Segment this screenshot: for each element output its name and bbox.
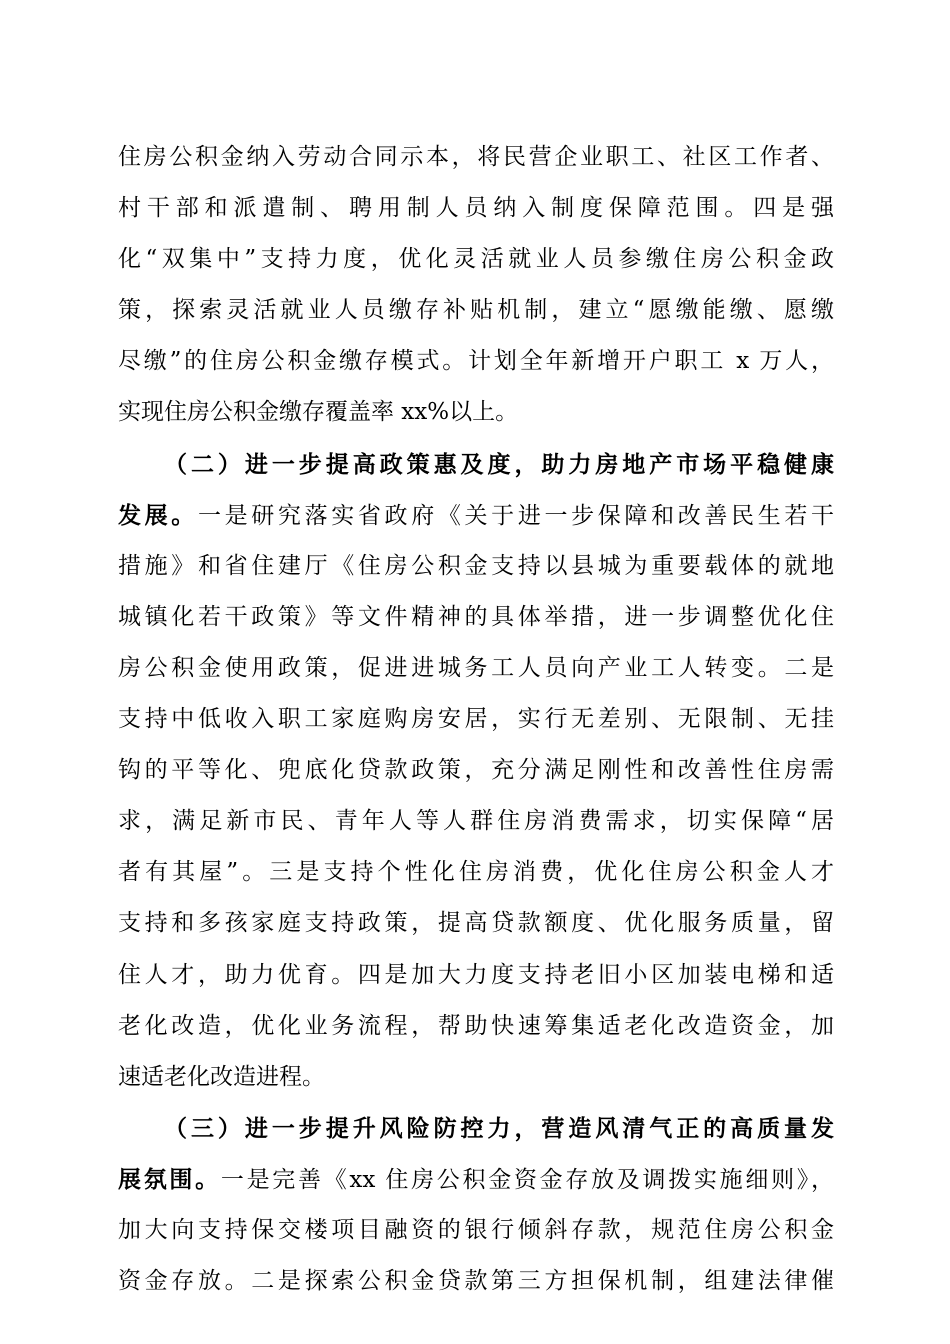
body-line: 展氛围。一是完善《xx 住房公积金资金存放及调拨实施细则》， xyxy=(118,1165,834,1193)
body-line: 措施》和省住建厅《住房公积金支持以县城为重要载体的就地 xyxy=(118,552,834,579)
body-line: 化“双集中”支持力度，优化灵活就业人员参缴住房公积金政 xyxy=(118,246,834,273)
body-line: 村干部和派遣制、聘用制人员纳入制度保障范围。四是强 xyxy=(118,195,834,222)
section-heading-line xyxy=(118,1103,834,1154)
body-line: 策，探索灵活就业人员缴存补贴机制，建立“愿缴能缴、愿缴 xyxy=(118,297,834,324)
document-body xyxy=(118,132,834,1307)
section-heading: 发展。 xyxy=(118,501,198,529)
body-line: 者有其屋”。三是支持个性化住房消费，优化住房公积金人才 xyxy=(118,859,834,886)
body-line: 支持和多孩家庭支持政策，提高贷款额度、优化服务质量，留 xyxy=(118,910,834,937)
section-heading-line xyxy=(118,439,834,490)
body-line: 加大向支持保交楼项目融资的银行倾斜存款，规范住房公积金 xyxy=(118,1216,834,1243)
section-heading: 展氛围。 xyxy=(118,1165,221,1193)
body-line: 资金存放。二是探索公积金贷款第三方担保机制，组建法律催 xyxy=(118,1268,834,1295)
body-line: 实现住房公积金缴存覆盖率 xx%以上。 xyxy=(118,399,519,426)
body-line: 城镇化若干政策》等文件精神的具体举措，进一步调整优化住 xyxy=(118,603,834,630)
body-line: 住房公积金纳入劳动合同示本，将民营企业职工、社区工作者、 xyxy=(118,144,834,170)
body-line: 速适老化改造进程。 xyxy=(118,1063,325,1090)
body-line: 求，满足新市民、青年人等人群住房消费需求，切实保障“居 xyxy=(118,808,834,835)
body-line: 尽缴”的住房公积金缴存模式。计划全年新增开户职工 x 万人， xyxy=(118,348,834,375)
body-line: 房公积金使用政策，促进进城务工人员向产业工人转变。二是 xyxy=(118,654,834,681)
section-heading: （二）进一步提高政策惠及度，助力房地产市场平稳健康 xyxy=(164,450,834,478)
section-heading: （三）进一步提升风险防控力，营造风清气正的高质量发 xyxy=(164,1114,834,1142)
body-line: 老化改造，优化业务流程，帮助快速筹集适老化改造资金，加 xyxy=(118,1012,834,1039)
body-line: 住人才，助力优育。四是加大力度支持老旧小区加装电梯和适 xyxy=(118,961,834,988)
body-line: 发展。一是研究落实省政府《关于进一步保障和改善民生若干 xyxy=(118,501,835,529)
body-line: 钩的平等化、兜底化贷款政策，充分满足刚性和改善性住房需 xyxy=(118,757,834,784)
body-line: 支持中低收入职工家庭购房安居，实行无差别、无限制、无挂 xyxy=(118,706,834,733)
